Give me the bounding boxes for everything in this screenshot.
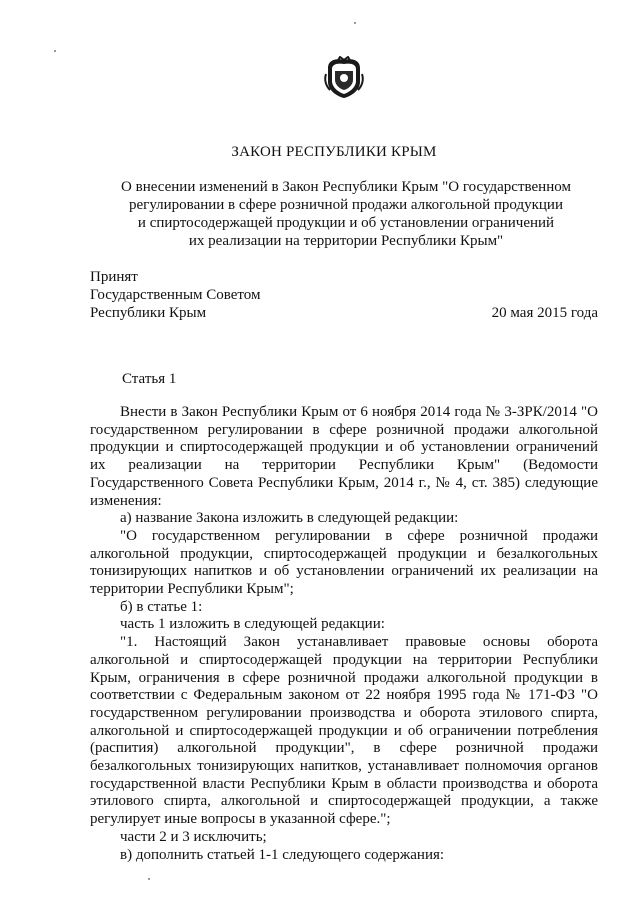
- adoption-date: 20 мая 2015 года: [491, 305, 598, 321]
- subtitle-line: их реализации на территории Республики Крым": [188, 233, 504, 249]
- article-paragraph: "1. Настоящий Закон устанавливает правовые основы оборота алкогольной и спиртосодержащей продукции на территории Республики Крым, ограничения в сфере розничной продажи алкогольной продукции в соответствии с Федеральным законом от 22 ноября 1995 года № 171-ФЗ "О государственном регулировании производства и оборота этилового спирта, алкогольной и спиртосодержащей продукции и об ограничении потребления (распития) алкогольной продукции", в сфере розничной продажи безалкогольных тонизирующих напитков, устанавливает полномочия органов государственной власти Республики Крым в области производства и оборота этилового спирта, алкогольной и спиртосодержащей продукции, а также регулирует иные вопросы в указанной сфере.";: [90, 634, 598, 828]
- adoption-line: Государственным Советом: [90, 287, 261, 303]
- article-paragraph: а) название Закона изложить в следующей редакции:: [120, 510, 459, 527]
- coat-of-arms-emblem-icon: [324, 56, 364, 100]
- article-paragraph: в) дополнить статьей 1-1 следующего содержания:: [120, 846, 445, 863]
- article-paragraph: Внести в Закон Республики Крым от 6 ноября 2014 года № 3-ЗРК/2014 "О государственном регулировании в сфере розничной продажи алкогольной продукции и спиртосодержащей продукции и об установлении ограничений их реализации на территории Республики Крым" (Ведомости Государственного Совета Республики Крым, 2014 г., № 4, ст. 385) следующие изменения:: [90, 404, 598, 509]
- scan-speck: [54, 50, 56, 52]
- subtitle-line: и спиртосодержащей продукции и об установлении ограничений: [137, 215, 555, 231]
- adoption-line: Принят: [90, 269, 138, 285]
- subtitle-line: регулировании в сфере розничной продажи алкогольной продукции: [129, 197, 563, 213]
- document-title: ЗАКОН РЕСПУБЛИКИ КРЫМ: [231, 144, 437, 160]
- subtitle-line: О внесении изменений в Закон Республики Крым "О государственном: [121, 179, 571, 195]
- article-body: [90, 404, 598, 864]
- article-paragraph: "О государственном регулировании в сфере розничной продажи алкогольной продукции, спиртосодержащей продукции и безалкогольных тонизирующих напитков и об установлении ограничений их реализации на территории Республики Крым";: [90, 527, 598, 598]
- scan-speck: [148, 878, 150, 880]
- article-paragraph: часть 1 изложить в следующей редакции:: [120, 616, 385, 633]
- article-paragraph: б) в статье 1:: [120, 598, 203, 615]
- adoption-line: Республики Крым: [90, 305, 207, 321]
- adoption-block: [90, 268, 261, 322]
- document-subtitle: [56, 178, 636, 250]
- article-paragraph: части 2 и 3 исключить;: [120, 828, 267, 845]
- article-heading: Статья 1: [122, 371, 177, 387]
- scan-speck: [354, 22, 356, 24]
